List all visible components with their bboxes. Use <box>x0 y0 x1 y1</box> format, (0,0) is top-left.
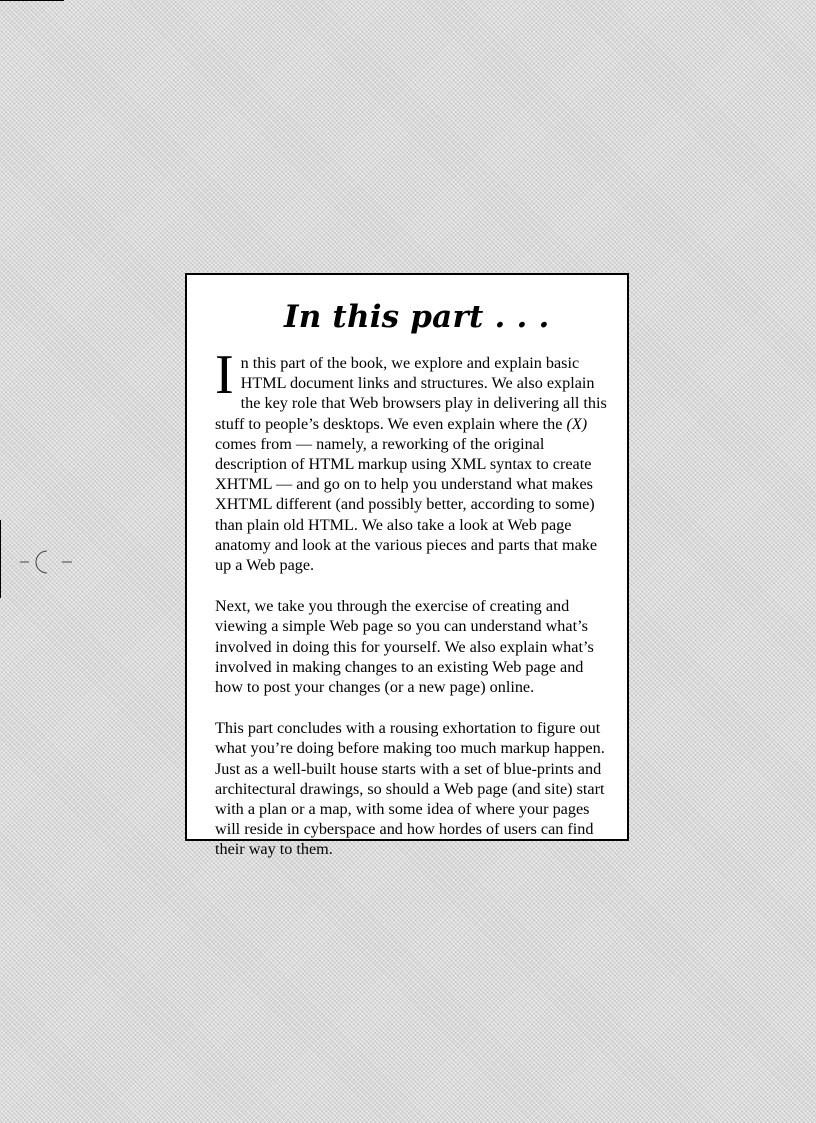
paragraph-1-emphasis: (X) <box>566 414 588 433</box>
part-intro-panel <box>185 273 629 859</box>
paragraph-3: This part concludes with a rousing exhortation to figure out what you’re doing before making too much markup happen. Just as a well-built house starts with a set of blue-prints and architectural drawings, so should a Web page (and site) start with a plan or a map, with some idea of where your pages will reside in cyberspace and how hordes of users can find their way to them. <box>215 719 605 859</box>
paragraph-2: Next, we take you through the exercise of creating and viewing a simple Web page so you can understand what’s involved in doing this for yourself. We also explain what’s involved in making changes to an existing Web page and how to post your changes (or a new page) online. <box>215 597 594 697</box>
paragraph-1-text-b: comes from — namely, a reworking of the original description of HTML markup using XML syntax to create XHTML — and go on to help you understand what makes XHTML different (and possibly better, according to some) than plain old HTML. We also take a look at Web page anatomy and look at the various pieces and parts that make up a Web page. <box>215 434 598 575</box>
paragraph-1 <box>215 344 607 575</box>
drop-cap: I <box>215 344 234 406</box>
panel-title: In this part . . . <box>284 299 550 335</box>
crop-mark-left <box>0 520 1 598</box>
crop-mark-top <box>0 0 64 1</box>
panel-body <box>215 344 607 881</box>
registration-mark-icon <box>20 546 72 578</box>
paragraph-1-text-a: n this part of the book, we explore and explain basic HTML document links and structures. We also explain the key role that Web browsers play in delivering all this stuff to people’s desktops. We even explain where the <box>215 354 607 433</box>
